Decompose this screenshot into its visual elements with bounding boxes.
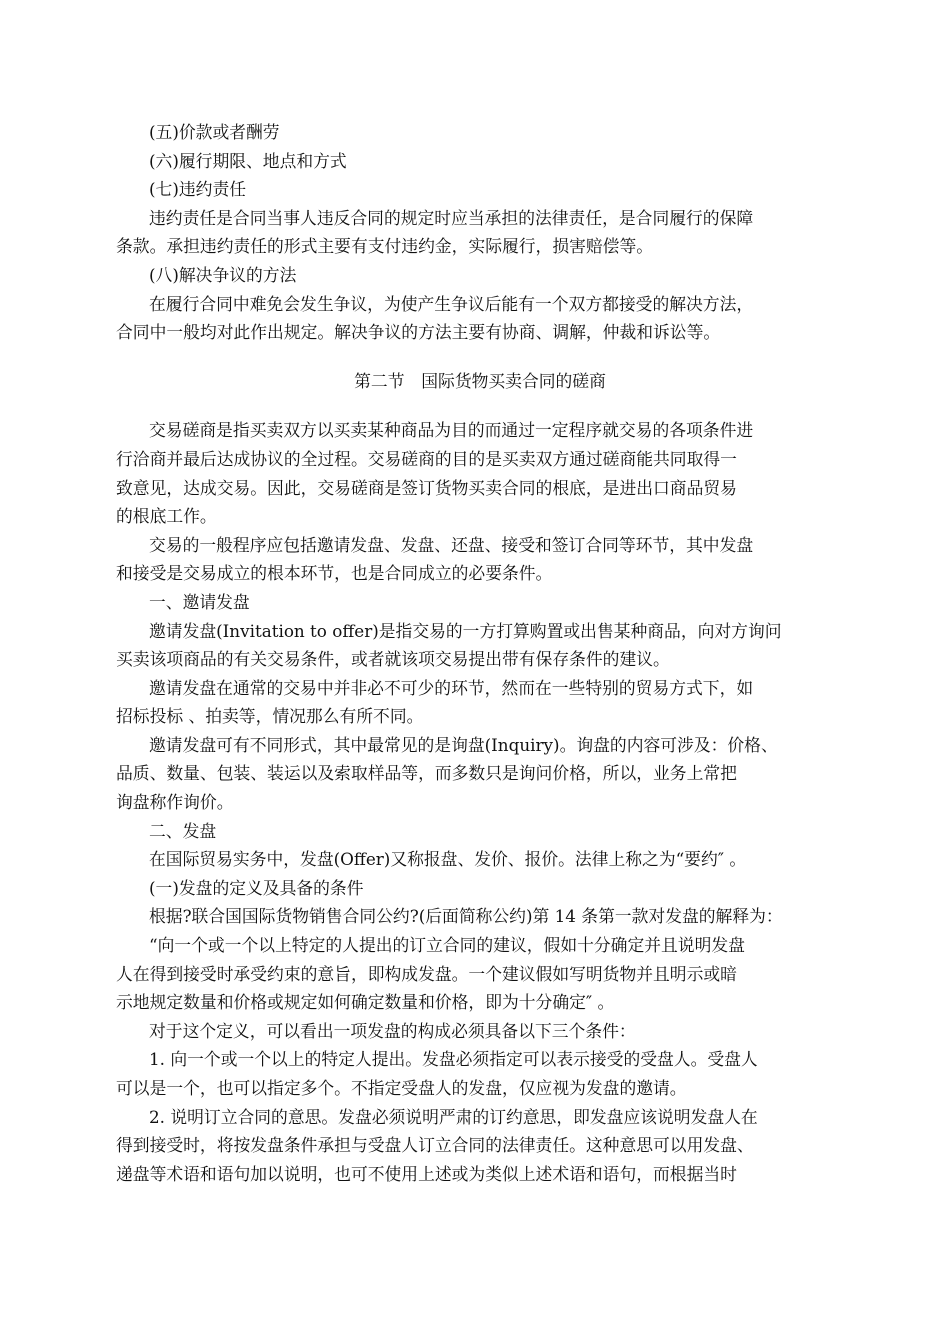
paragraph-line: 违约责任是合同当事人违反合同的规定时应当承担的法律责任，是合同履行的保障 [149, 207, 754, 228]
paragraph-line: 示地规定数量和价格或规定如何确定数量和价格，即为十分确定″ 。 [116, 992, 615, 1013]
paragraph-line: 交易磋商是指买卖双方以买卖某种商品为目的而通过一定程序就交易的各项条件进 [149, 420, 754, 441]
item-performance: (六)履行期限、地点和方式 [149, 150, 347, 171]
condition-item-1: 1. 向一个或一个以上的特定人提出。发盘必须指定可以表示接受的受盘人。受盘人 [149, 1049, 758, 1070]
paragraph-line: 对于这个定义，可以看出一项发盘的构成必须具备以下三个条件： [149, 1020, 636, 1041]
paragraph-line: 邀请发盘(Invitation to offer)是指交易的一方打算购置或出售某种商品，向对方询问 [149, 620, 782, 641]
paragraph-line: 合同中一般均对此作出规定。解决争议的方法主要有协商、调解，仲裁和诉讼等。 [116, 322, 721, 343]
paragraph-line: 行洽商并最后达成协议的全过程。交易磋商的目的是买卖双方通过磋商能共同取得一 [116, 448, 737, 469]
document-body [116, 118, 844, 1188]
paragraph-line: 人在得到接受时承受约束的意旨，即构成发盘。一个建议假如写明货物并且明示或暗 [116, 963, 737, 984]
section-heading: 第二节 国际货物买卖合同的磋商 [354, 370, 606, 391]
paragraph-line: 邀请发盘在通常的交易中并非必不可少的环节，然而在一些特别的贸易方式下，如 [149, 677, 754, 698]
paragraph-line: 在国际贸易实务中，发盘(Offer)又称报盘、发价、报价。法律上称之为“要约″ 。 [149, 849, 747, 870]
item-price: (五)价款或者酬劳 [149, 122, 280, 142]
paragraph-line: 品质、数量、包装、装运以及索取样品等，而多数只是询问价格，所以，业务上常把 [116, 763, 737, 784]
subheading-offer-definition: (一)发盘的定义及具备的条件 [149, 877, 364, 898]
paragraph-line: 在履行合同中难免会发生争议，为使产生争议后能有一个双方都接受的解决方法， [149, 293, 754, 314]
paragraph-line: 得到接受时，将按发盘条件承担与受盘人订立合同的法律责任。这种意思可以用发盘、 [116, 1135, 754, 1156]
condition-item-2: 2. 说明订立合同的意思。发盘必须说明严肃的订约意思，即发盘应该说明发盘人在 [149, 1106, 758, 1127]
paragraph-line: 交易的一般程序应包括邀请发盘、发盘、还盘、接受和签订合同等环节，其中发盘 [149, 534, 754, 555]
item-liability: (七)违约责任 [149, 179, 247, 200]
paragraph-line: “向一个或一个以上特定的人提出的订立合同的建议，假如十分确定并且说明发盘 [149, 935, 745, 956]
subheading-offer: 二、发盘 [149, 820, 217, 841]
paragraph-line: 买卖该项商品的有关交易条件，或者就该项交易提出带有保存条件的建议。 [116, 649, 670, 670]
paragraph-line: 询盘称作询价。 [116, 792, 234, 813]
paragraph-line: 邀请发盘可有不同形式，其中最常见的是询盘(Inquiry)。询盘的内容可涉及：价格、 [149, 734, 778, 755]
item-dispute: (八)解决争议的方法 [149, 264, 297, 285]
paragraph-line: 条款。承担违约责任的形式主要有支付违约金，实际履行，损害赔偿等。 [116, 236, 654, 257]
paragraph-line: 可以是一个，也可以指定多个。不指定受盘人的发盘，仅应视为发盘的邀请。 [116, 1078, 687, 1098]
paragraph-line: 递盘等术语和语句加以说明，也可不使用上述或为类似上述术语和语句，而根据当时 [116, 1163, 737, 1184]
subheading-invitation: 一、邀请发盘 [149, 591, 250, 612]
paragraph-line: 的根底工作。 [116, 506, 217, 527]
paragraph-line: 根据?联合国国际货物销售合同公约?(后面简称公约)第 14 条第一款对发盘的解释为： [149, 906, 783, 927]
paragraph-line: 致意见，达成交易。因此，交易磋商是签订货物买卖合同的根底，是进出口商品贸易 [116, 477, 737, 498]
paragraph-line: 和接受是交易成立的根本环节，也是合同成立的必要条件。 [116, 563, 553, 584]
paragraph-line: 招标投标 、拍卖等，情况那么有所不同。 [116, 706, 424, 727]
